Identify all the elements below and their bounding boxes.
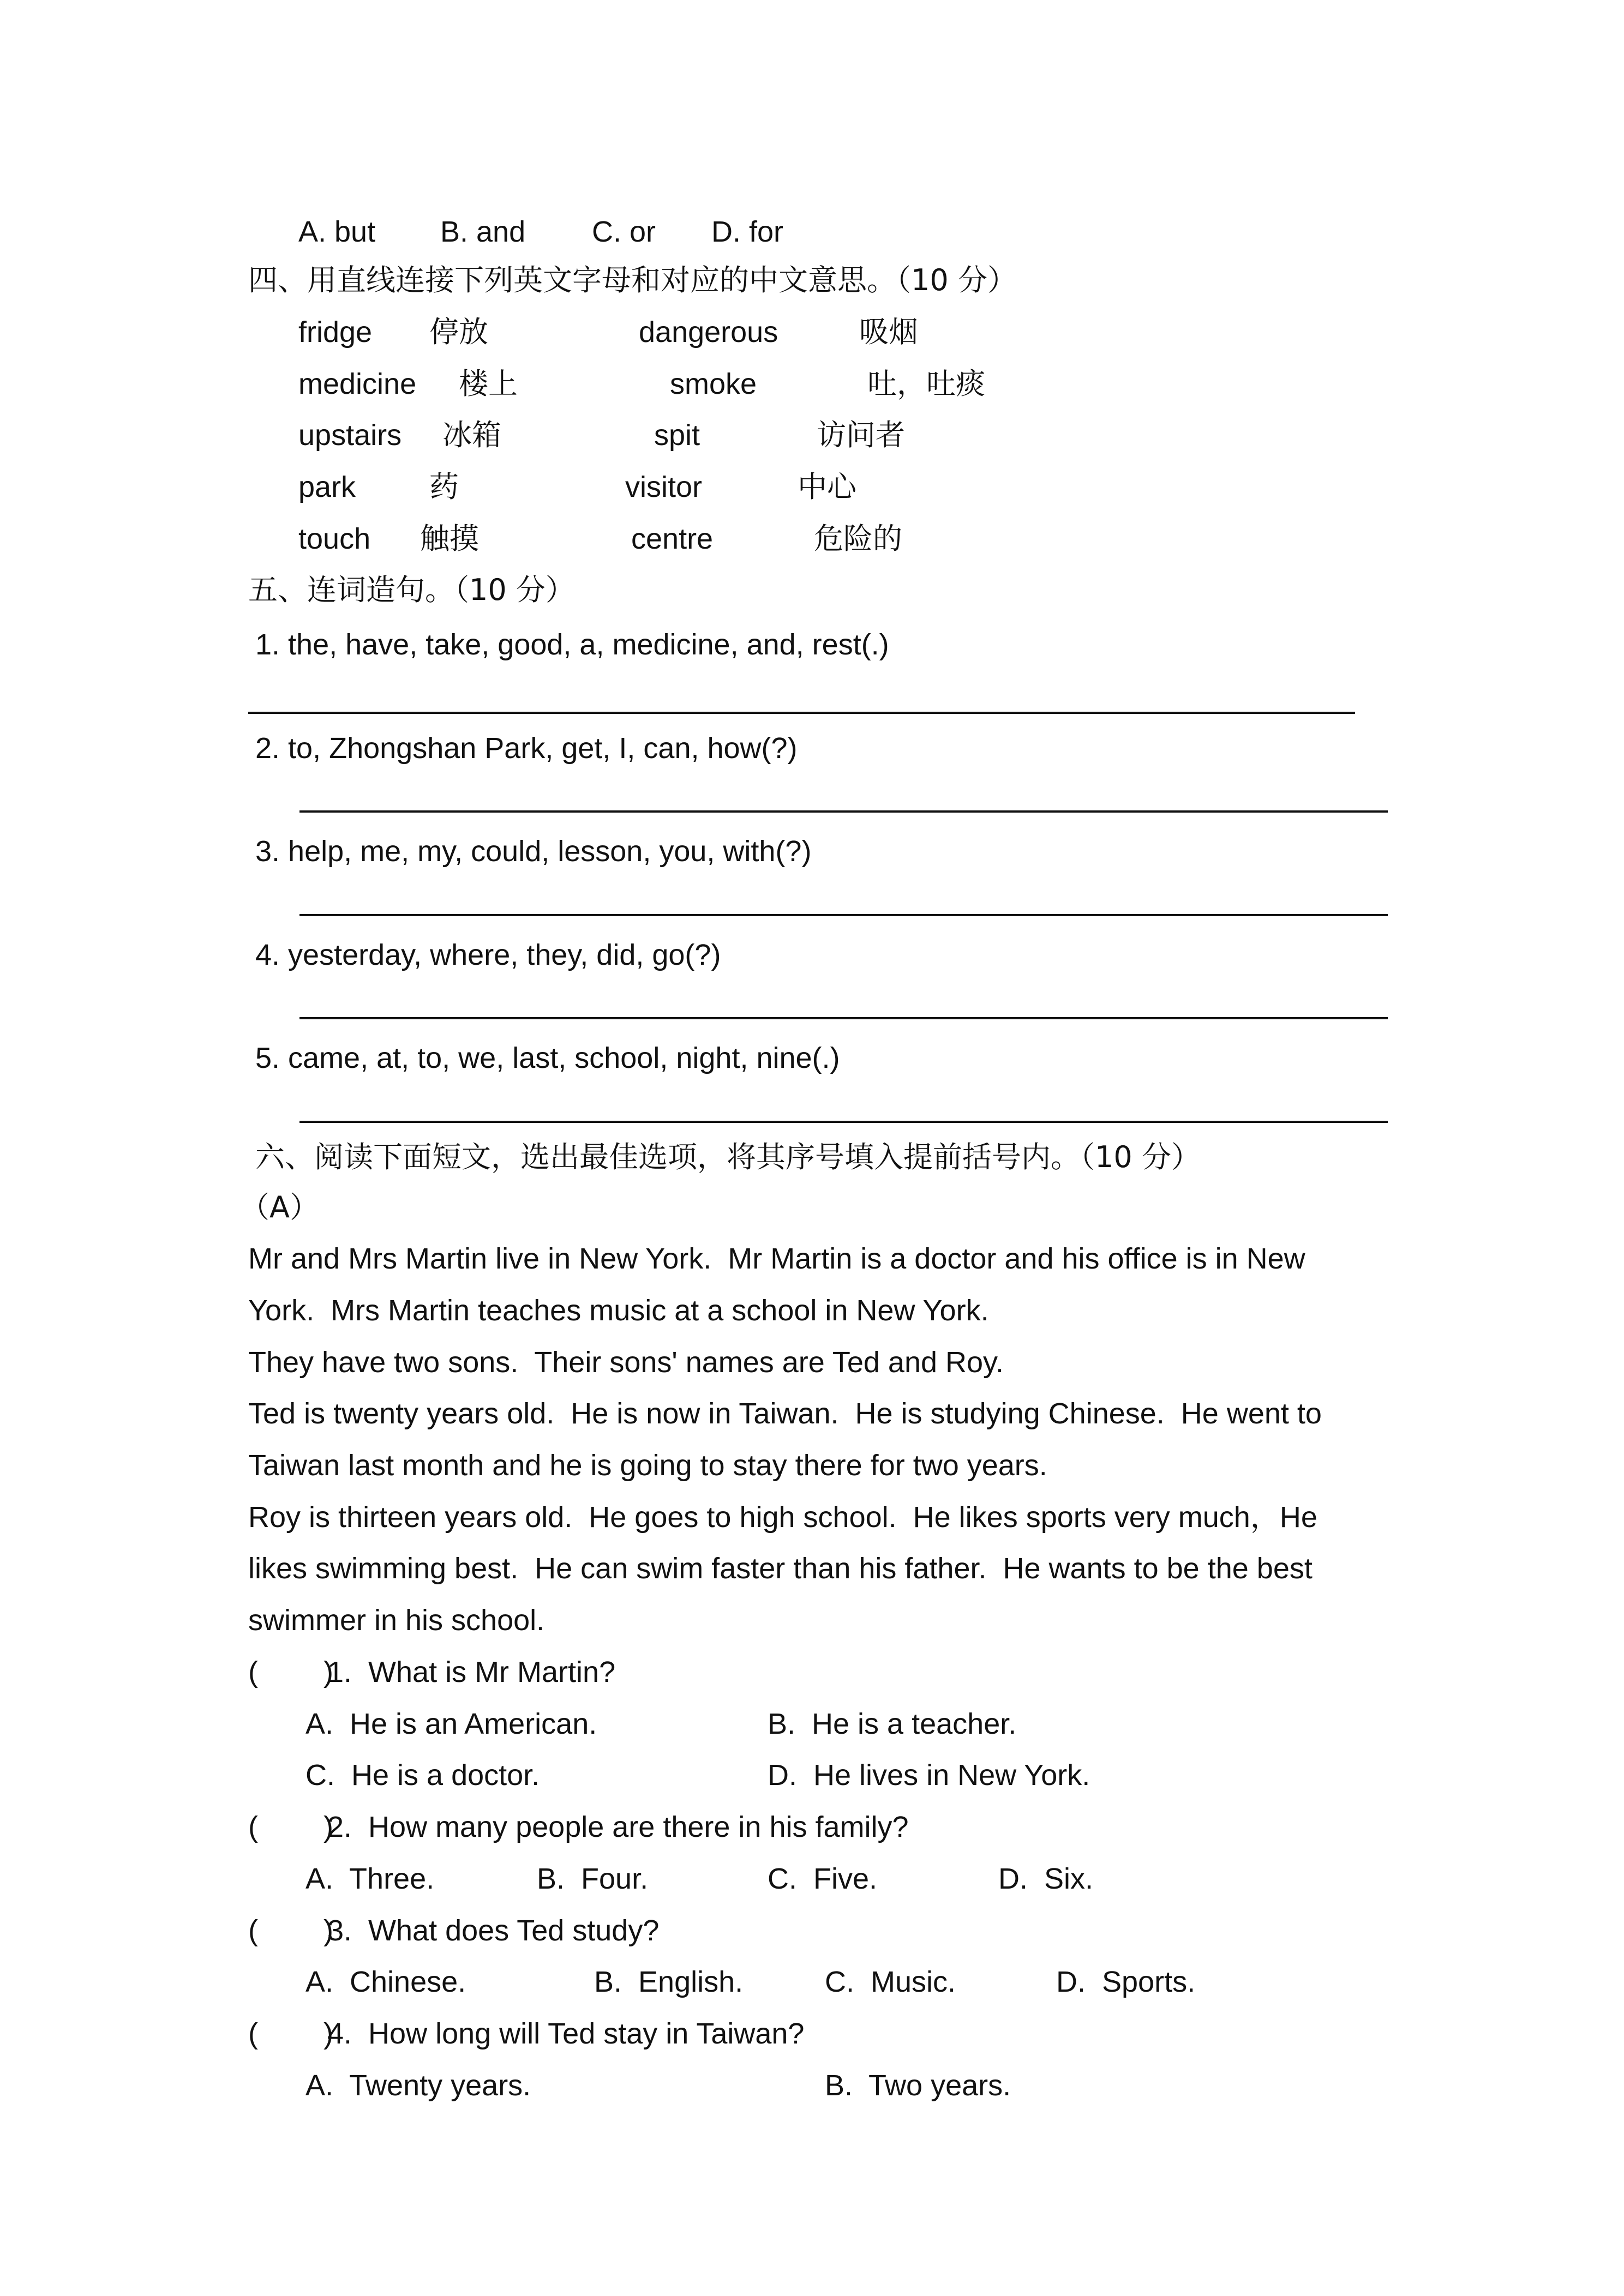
choice: C. He is a doctor. [305,1759,540,1792]
question-stem: 2. How many people are there in his family? [327,1811,909,1843]
chinese-meaning: 药 [429,470,459,504]
answer-line[interactable] [299,1017,1388,1019]
answer-bracket[interactable]: ( ) [248,1914,333,1947]
passage-line: They have two sons. Their sons' names are Ted and Roy. [248,1346,1004,1379]
option-d: D. for [711,215,784,248]
question-stem: 4. How long will Ted stay in Taiwan? [327,2017,805,2050]
english-word: park [298,471,356,503]
choice: D. Sports. [1056,1966,1196,1998]
passage-line: Mr and Mrs Martin live in New York. Mr Martin is a doctor and his office is in New [248,1242,1305,1275]
passage-line: York. Mrs Martin teaches music at a school in New York. [248,1294,989,1327]
sentence-prompt: 4. yesterday, where, they, did, go(?) [255,939,721,971]
sentence-prompt: 3. help, me, my, could, lesson, you, with(?) [255,835,812,868]
choice: D. He lives in New York. [768,1759,1090,1792]
option-a: A. but [298,215,376,248]
english-word: spit [654,419,700,452]
chinese-meaning: 停放 [429,315,488,349]
answer-bracket[interactable]: ( ) [248,1656,333,1688]
choice: B. Two years. [825,2069,1011,2102]
choice: B. English. [594,1966,744,1998]
choice: C. Five. [768,1862,878,1895]
answer-line[interactable] [299,914,1388,916]
chinese-meaning: 触摸 [420,521,479,556]
choice: A. Chinese. [305,1966,466,1998]
question-stem: 3. What does Ted study? [327,1914,660,1947]
chinese-meaning: 吸烟 [859,315,918,349]
passage-line: swimmer in his school. [248,1604,545,1637]
answer-bracket[interactable]: ( ) [248,1811,333,1843]
chinese-meaning: 吐，吐痰 [867,366,985,401]
english-word: smoke [670,368,757,400]
question-stem: 1. What is Mr Martin? [327,1656,616,1688]
chinese-meaning: 冰箱 [442,418,501,452]
english-word: fridge [298,316,373,348]
part-label: （A） [240,1190,319,1224]
choice: B. He is a teacher. [768,1708,1017,1740]
sentence-prompt: 2. to, Zhongshan Park, get, I, can, how(?) [255,732,798,765]
choice: C. Music. [825,1966,956,1998]
passage-line: Roy is thirteen years old. He goes to high school. He likes sports very much，He [248,1501,1317,1534]
sentence-prompt: 5. came, at, to, we, last, school, night, nine(.) [255,1042,840,1074]
chinese-meaning: 危险的 [814,521,902,556]
passage-line: Taiwan last month and he is going to stay there for two years. [248,1449,1047,1482]
section4-heading: 四、用直线连接下列英文字母和对应的中文意思。（10 分） [248,263,1017,297]
answer-bracket[interactable]: ( ) [248,2017,333,2050]
english-word: dangerous [639,316,778,348]
choice: A. Twenty years. [305,2069,531,2102]
answer-line[interactable] [299,810,1388,813]
english-word: medicine [298,368,417,400]
choice: A. He is an American. [305,1708,597,1740]
section6-heading: 六、阅读下面短文，选出最佳选项，将其序号填入提前括号内。（10 分） [255,1140,1201,1174]
answer-line[interactable] [299,1121,1388,1123]
chinese-meaning: 中心 [798,470,856,504]
passage-line: Ted is twenty years old. He is now in Taiwan. He is studying Chinese. He went to [248,1397,1322,1430]
option-c: C. or [592,215,656,248]
english-word: touch [298,522,371,555]
choice: A. Three. [305,1862,435,1895]
english-word: visitor [625,471,703,503]
english-word: upstairs [298,419,402,452]
chinese-meaning: 楼上 [459,366,518,401]
sentence-prompt: 1. the, have, take, good, a, medicine, and, rest(.) [255,628,889,661]
option-b: B. and [440,215,526,248]
passage-line: likes swimming best. He can swim faster than his father. He wants to be the best [248,1552,1313,1585]
english-word: centre [631,522,714,555]
section5-heading: 五、连词造句。（10 分） [248,573,575,607]
choice: B. Four. [537,1862,649,1895]
chinese-meaning: 访问者 [817,418,905,452]
answer-line[interactable] [248,712,1355,714]
choice: D. Six. [998,1862,1094,1895]
